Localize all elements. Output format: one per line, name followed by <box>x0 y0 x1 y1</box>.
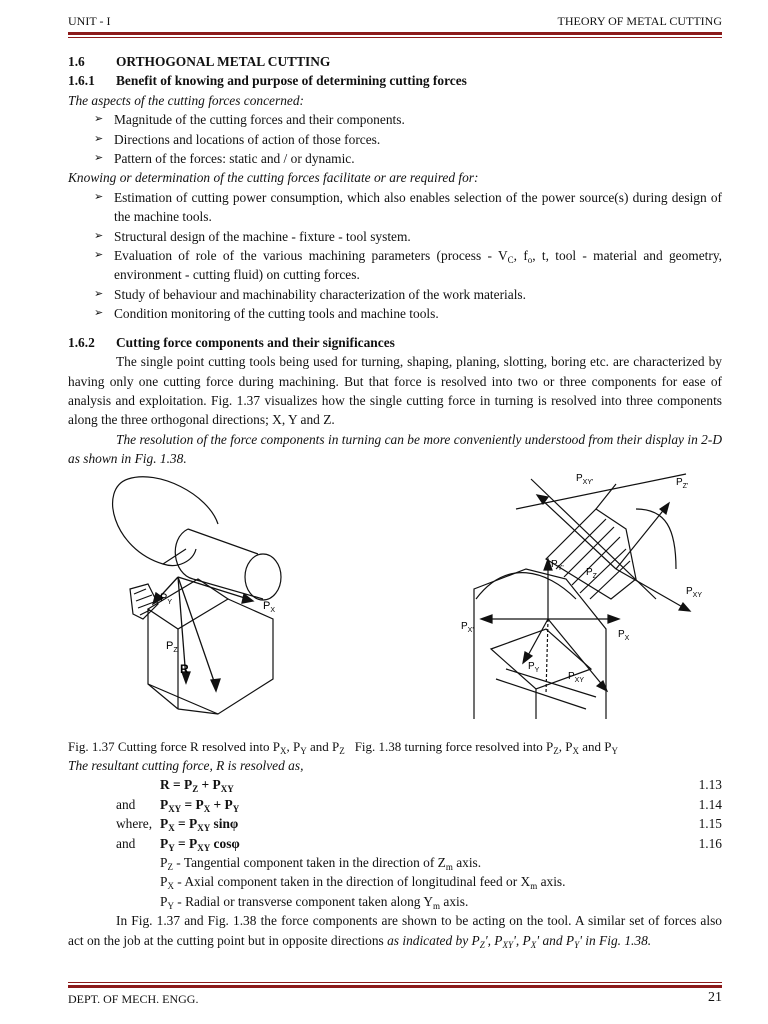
bullet-arrow-icon: ➢ <box>94 152 104 165</box>
figure-captions <box>68 737 722 756</box>
svg-text:PX: $P_X$ <box>263 599 276 614</box>
list-item: ➢ Magnitude of the cutting forces and their components. <box>114 110 722 129</box>
footer-department: DEPT. OF MECH. ENGG. <box>68 992 199 1006</box>
list-item: ➢ Study of behaviour and machinability characterization of the work materials. <box>114 285 722 304</box>
page-content <box>68 52 722 950</box>
bullet-arrow-icon: ➢ <box>94 307 104 320</box>
header-rule-thick <box>68 32 722 35</box>
section-1-6-heading: 1.6 ORTHOGONAL METAL CUTTING <box>68 54 331 69</box>
bullet-arrow-icon: ➢ <box>94 132 104 145</box>
definition-pz: $P_Z$ - Tangential component taken in the direction of $Z_m$ axis. <box>160 854 482 872</box>
svg-text:PY': $P_{Y'}$ <box>551 558 564 572</box>
list-item: ➢ Evaluation of role of the various machining parameters (process - $V_C$, $f_o$, t, tool - material and geometry, environment - cutting fluid) on cutting forces. <box>94 248 723 283</box>
fig-1-37-turning-force-diagram <box>68 469 368 737</box>
svg-text:PZ': $P_{Z'}$ <box>676 476 689 490</box>
footer-rule-thick <box>68 985 722 988</box>
bullet-arrow-icon: ➢ <box>94 287 104 300</box>
section-1-6-2-heading: 1.6.2 Cutting force components and their significances <box>68 334 395 350</box>
equation-1-14: and $P_{XY} = P_X + P_Y$ 1.14 <box>116 796 722 814</box>
header-title: THEORY OF METAL CUTTING <box>557 14 722 28</box>
list-item: ➢ Structural design of the machine - fixture - tool system. <box>114 227 722 246</box>
bullet-arrow-icon: ➢ <box>94 190 104 203</box>
svg-text:PXY: $P_{XY}$ <box>568 670 585 684</box>
header-unit: UNIT - I <box>68 14 111 28</box>
uses-list <box>68 188 722 324</box>
definition-py: $P_Y$ - Radial or transverse component taken along $Y_m$ axis. <box>160 893 469 911</box>
definition-px: $P_X$ - Axial component taken in the direction of longitudinal feed or $X_m$ axis. <box>160 874 566 892</box>
fig-1-37-caption: Fig. 1.37 Cutting force R resolved into $P_X$, $P_Y$ and $P_Z$ <box>68 738 345 756</box>
svg-text:PX: $P_X$ <box>618 628 630 642</box>
paragraph-single-point-tools: The single point cutting tools being used for turning, shaping, planing, slotting, boring etc. are characterized by having only one cutting force during machining. But that force is resolved into two or three components for ease of analysis and exploitation. Fig. 1.37 visualizes how the single cutting force in turning is resolved into three components along the three orthogonal directions; X, Y and Z. <box>68 354 722 428</box>
paragraph-job-forces: In Fig. 1.37 and Fig. 1.38 the force components are shown to be acting on the tool. A similar set of forces also act on the job at the cutting point but in opposite directions as indicated by $P_Z'$, $P_{XY}'$, $P_X'$ and $P_Y'$ in Fig. 1.38. <box>68 913 722 950</box>
svg-text:R: R <box>180 661 189 676</box>
equation-1-15: where, $P_X = P_{XY}$ sinφ 1.15 <box>116 816 722 834</box>
svg-text:PXY: $P_{XY}$ <box>686 585 703 599</box>
resultant-intro: The resultant cutting force, R is resolved as, <box>68 757 304 773</box>
list-item: ➢ Condition monitoring of the cutting tools and machine tools. <box>114 304 722 323</box>
aspects-list <box>68 110 722 168</box>
fig-1-38-caption: Fig. 1.38 turning force resolved into $P_Z$, $P_X$ and $P_Y$ <box>354 738 619 756</box>
bullet-arrow-icon: ➢ <box>94 113 104 126</box>
svg-text:PZ: $P_Z$ <box>166 639 178 654</box>
paragraph-2d-resolution: The resolution of the force components in turning can be more conveniently understood from their display in 2-D as shown in Fig. 1.38. <box>68 431 722 467</box>
footer-rule-thin <box>68 982 722 983</box>
list-item: ➢ Pattern of the forces: static and / or dynamic. <box>114 149 722 168</box>
fig-1-38-2d-force-diagram <box>386 469 722 737</box>
equation-1-13: $R = P_Z + P_{XY}$ 1.13 <box>160 777 722 795</box>
header-rule-thin <box>68 37 722 38</box>
svg-text:PX': $P_{X'}$ <box>461 620 474 634</box>
svg-text:PXY': $P_{XY'}$ <box>576 472 594 486</box>
bullet-arrow-icon: ➢ <box>94 229 104 242</box>
knowing-intro: Knowing or determination of the cutting forces facilitate or are required for: <box>68 170 479 186</box>
svg-text:PY: $P_Y$ <box>528 660 540 674</box>
svg-text:PZ: $P_Z$ <box>586 566 597 580</box>
figures-area <box>68 469 722 737</box>
list-item: ➢ Estimation of cutting power consumption, which also enables selection of the power source(s) during design of the machine tools. <box>94 189 722 225</box>
list-item: ➢ Directions and locations of action of those forces. <box>114 130 722 149</box>
bullet-arrow-icon: ➢ <box>94 249 104 262</box>
equation-1-16: and $P_Y = P_{XY}$ cosφ 1.16 <box>116 835 722 853</box>
page-number: 21 <box>708 990 722 1005</box>
aspects-intro: The aspects of the cutting forces concerned: <box>68 92 305 108</box>
svg-text:PY: $P_Y$ <box>160 591 173 606</box>
section-1-6-1-heading: 1.6.1 Benefit of knowing and purpose of determining cutting forces <box>68 73 467 89</box>
